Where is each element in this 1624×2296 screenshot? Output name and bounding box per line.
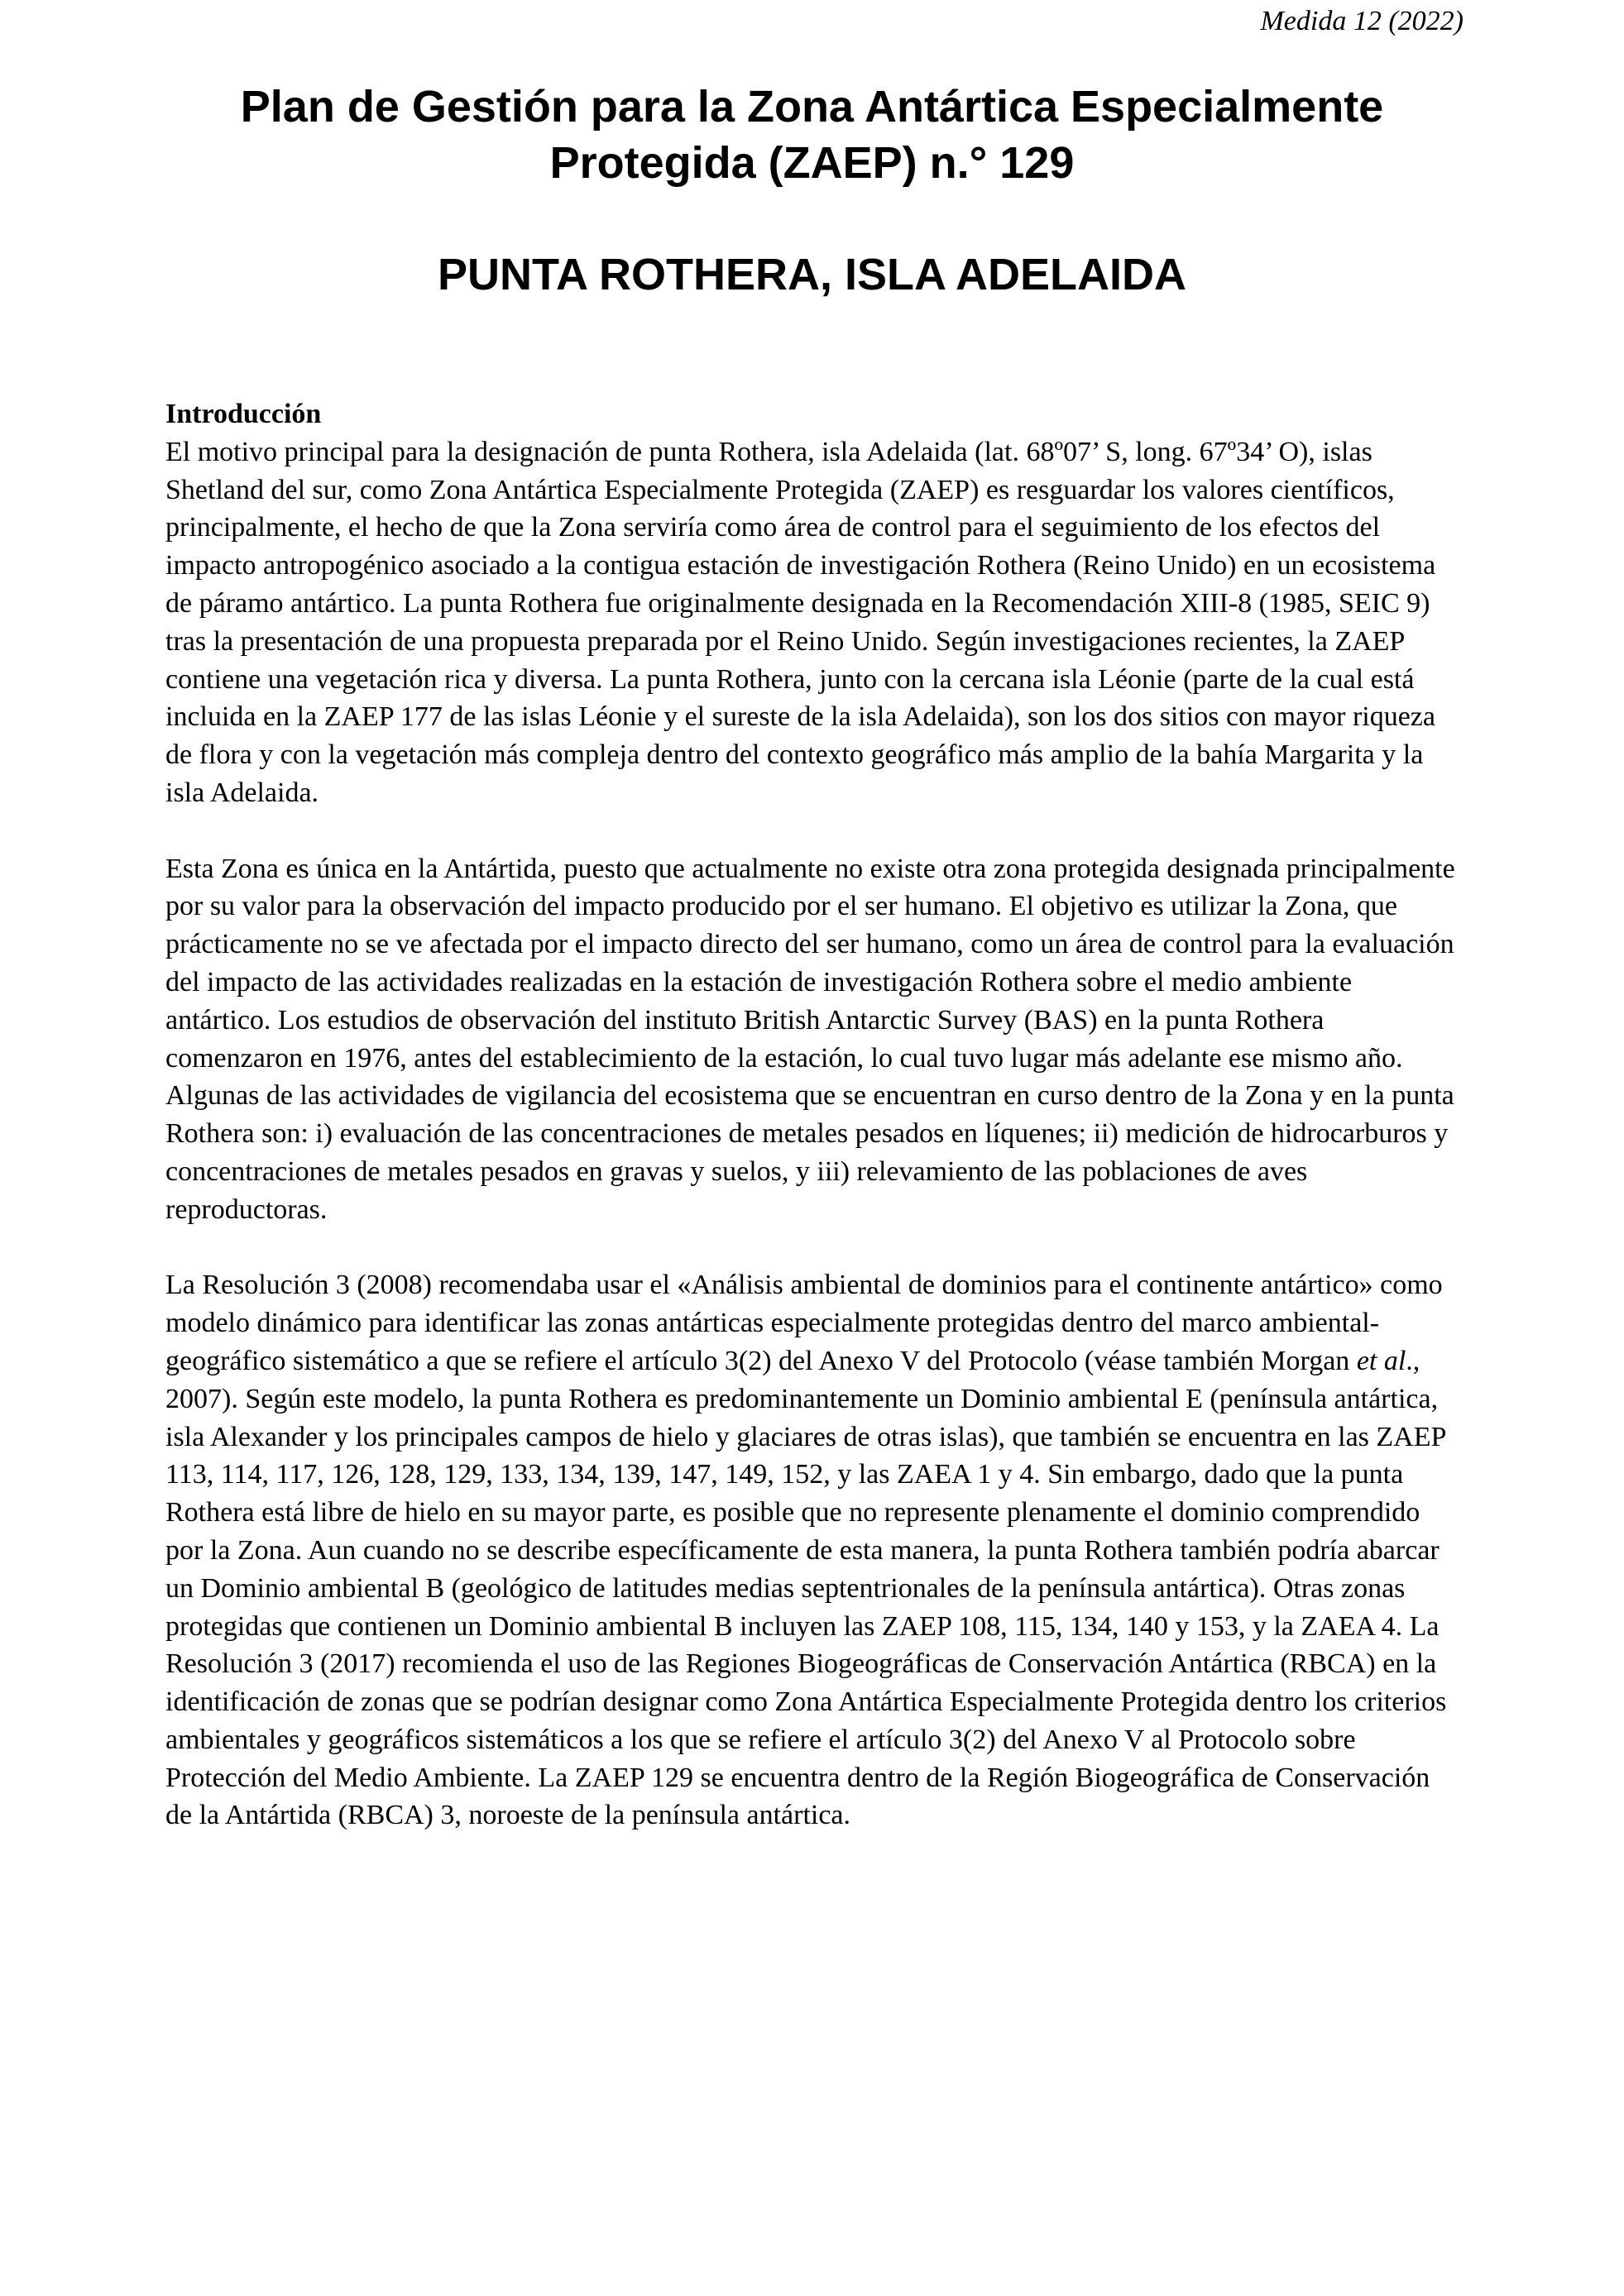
document-title: [165, 79, 1459, 191]
document-title-line-2: Protegida (ZAEP) n.° 129: [549, 138, 1075, 188]
intro-paragraph-3-part-1: La Resolución 3 (2008) recomendaba usar el «Análisis ambiental de dominios para el continente antártico» como modelo dinámico para identificar las zonas antárticas especialmente protegidas dentro del marco ambiental-geográfico sistemático a que se refiere el artículo 3(2) del Anexo V del Protocolo (véase también Morgan: [165, 1270, 1443, 1376]
intro-paragraph-2: Esta Zona es única en la Antártida, puesto que actualmente no existe otra zona protegida designada principalmente por su valor para la observación del impacto producido por el ser humano. El objetivo es utilizar la Zona, que prácticamente no se ve afectada por el impacto directo del ser humano, como un área de control para la evaluación del impacto de las actividades realizadas en la estación de investigación Rothera sobre el medio ambiente antártico. Los estudios de observación del instituto British Antarctic Survey (BAS) en la punta Rothera comenzaron en 1976, antes del establecimiento de la estación, lo cual tuvo lugar más adelante ese mismo año. Algunas de las actividades de vigilancia del ecosistema que se encuentran en curso dentro de la Zona y en la punta Rothera son: i) evaluación de las concentraciones de metales pesados en líquenes; ii) medición de hidrocarburos y concentraciones de metales pesados en gravas y suelos, y iii) relevamiento de las poblaciones de aves reproductoras.: [165, 853, 1455, 1225]
intro-paragraph-1: El motivo principal para la designación de punta Rothera, isla Adelaida (lat. 68º07’ S, long. 67º34’ O), islas Shetland del sur, como Zona Antártica Especialmente Protegida (ZAEP) es resguardar los valores científicos, principalmente, el hecho de que la Zona serviría como área de control para el seguimiento de los efectos del impacto antropogénico asociado a la contigua estación de investigación Rothera (Reino Unido) en un ecosistema de páramo antártico. La punta Rothera fue originalmente designada en la Recomendación XIII-8 (1985, SEIC 9) tras la presentación de una propuesta preparada por el Reino Unido. Según investigaciones recientes, la ZAEP contiene una vegetación rica y diversa. La punta Rothera, junto con la cercana isla Léonie (parte de la cual está incluida en la ZAEP 177 de las islas Léonie y el sureste de la isla Adelaida), son los dos sitios con mayor riqueza de flora y con la vegetación más compleja dentro del contexto geográfico más amplio de la bahía Margarita y la isla Adelaida.: [165, 436, 1436, 808]
document-subtitle: PUNTA ROTHERA, ISLA ADELAIDA: [438, 250, 1186, 299]
measure-reference: Medida 12 (2022): [1260, 6, 1464, 36]
document-title-line-1: Plan de Gestión para la Zona Antártica Especialmente: [240, 82, 1384, 132]
section-heading-introduccion: Introducción: [165, 399, 322, 429]
citation-et-al: et al: [1356, 1345, 1406, 1376]
intro-paragraph-3-part-2: ., 2007). Según este modelo, la punta Rothera es predominantemente un Dominio ambiental E (península antártica, isla Alexander y los principales campos de hielo y glaciares de otras islas), que también se encuentra en las ZAEP 113, 114, 117, 126, 128, 129, 133, 134, 139, 147, 149, 152, y las ZAEA 1 y 4. Sin embargo, dado que la punta Rothera está libre de hielo en su mayor parte, es posible que no represente plenamente el dominio comprendido por la Zona. Aun cuando no se describe específicamente de esta manera, la punta Rothera también podría abarcar un Dominio ambiental B (geológico de latitudes medias septentrionales de la península antártica). Otras zonas protegidas que contienen un Dominio ambiental B incluyen las ZAEP 108, 115, 134, 140 y 153, y la ZAEA 4. La Resolución 3 (2017) recomienda el uso de las Regiones Biogeográficas de Conservación Antártica (RBCA) en la identificación de zonas que se podrían designar como Zona Antártica Especialmente Protegida dentro los criterios ambientales y geográficos sistemáticos a los que se refiere el artículo 3(2) del Anexo V al Protocolo sobre Protección del Medio Ambiente. La ZAEP 129 se encuentra dentro de la Región Biogeográfica de Conservación de la Antártida (RBCA) 3, noroeste de la península antártica.: [165, 1345, 1447, 1831]
intro-paragraph-3: [165, 1266, 1461, 1834]
document-body: [165, 395, 1461, 1834]
